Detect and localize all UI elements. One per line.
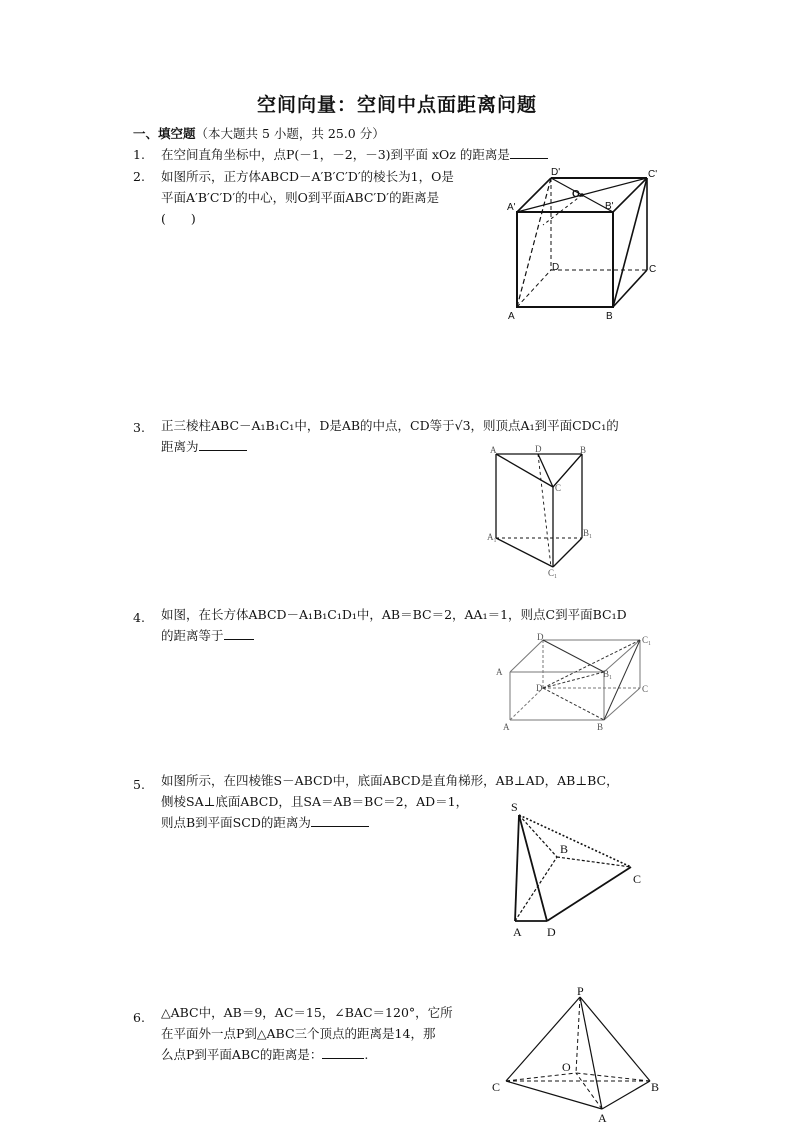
section-note: （本大题共 5 小题，共 25.0 分） (195, 126, 385, 141)
question-6-line-3: 么点P到平面ABC的距离是： (161, 1047, 323, 1062)
section-heading (133, 124, 385, 142)
label-B1: B₁ (583, 528, 593, 538)
label-A1: A₁ (487, 532, 497, 542)
answer-blank[interactable] (224, 626, 254, 640)
label-A: A (503, 722, 510, 732)
answer-blank[interactable] (311, 813, 369, 827)
section-heading-label: 一、填空题 (133, 126, 196, 141)
label-D: D (536, 683, 543, 693)
label-D-prime: D' (551, 167, 561, 178)
question-3-line-1: 正三棱柱ABC－A₁B₁C₁中，D是AB的中点，CD等于√3，则顶点A₁到平面CDC₁的 (161, 418, 619, 433)
label-C1: C₁ (548, 568, 558, 578)
question-1-number: 1. (133, 147, 145, 162)
label-O: O (572, 189, 580, 200)
figure-pyramid-pabc (488, 985, 668, 1123)
question-4-line-2: 的距离等于 (161, 628, 224, 643)
question-6-line-2: 在平面外一点P到△ABC三个顶点的距离是14，那 (161, 1026, 436, 1041)
question-5-line-1: 如图所示，在四棱锥S－ABCD中，底面ABCD是直角梯形，AB⊥AD，AB⊥BC， (161, 773, 619, 788)
cube-front-face (517, 212, 613, 307)
answer-blank[interactable] (322, 1045, 364, 1059)
label-C: C (555, 483, 562, 493)
question-2-line-1: 如图所示，正方体ABCD－A′B′C′D′的棱长为1，O是 (161, 169, 454, 184)
question-1-text (161, 144, 548, 165)
question-3-line-2: 距离为 (161, 439, 199, 454)
question-4-line-1: 如图，在长方体ABCD－A₁B₁C₁D₁中，AB＝BC＝2，AA₁＝1，则点C到平面BC₁D (161, 607, 627, 622)
label-A: A (598, 1111, 607, 1123)
label-C1: C₁ (642, 635, 652, 645)
label-A: A (508, 311, 515, 322)
question-5-line-2: 侧棱SA⊥底面ABCD，且SA＝AB＝BC＝2，AD＝1， (161, 794, 469, 809)
page-title: 空间向量：空间中点面距离问题 (256, 94, 537, 116)
label-A: A (513, 925, 522, 939)
answer-blank[interactable] (199, 437, 247, 451)
figure-triangular-prism (486, 443, 596, 578)
question-5-number: 5. (133, 777, 145, 792)
question-2-line-3: ( ) (161, 211, 196, 226)
question-6-text: △ABC中，AB＝9，AC＝15，∠BAC＝120°，它所 在平面外一点P到△ABC三个顶点的距离是14，那 么点P到平面ABC的距离是： . (161, 1002, 453, 1065)
label-C-prime: C' (648, 169, 658, 180)
answer-blank[interactable] (510, 145, 548, 159)
question-4-number: 4. (133, 610, 145, 625)
label-B1: B₁ (603, 669, 613, 679)
label-S: S (511, 800, 518, 814)
label-B: B (651, 1080, 660, 1094)
label-D: D (552, 262, 560, 273)
label-B: B (560, 842, 569, 856)
label-A-prime: A' (507, 202, 516, 213)
label-A: A (490, 445, 497, 455)
label-D: D (535, 444, 542, 454)
figure-pyramid-scd (505, 795, 655, 943)
figure-cuboid (493, 632, 658, 732)
label-P: P (577, 985, 584, 998)
question-2-text (161, 166, 454, 229)
question-2-line-2: 平面A′B′C′D′的中心，则O到平面ABC′D′的距离是 (161, 190, 440, 205)
question-6-number: 6. (133, 1010, 145, 1025)
question-3-number: 3. (133, 420, 145, 435)
label-A1: A (496, 667, 503, 677)
label-D1: D (537, 632, 544, 642)
figure-cube (505, 162, 665, 322)
label-D: D (547, 925, 556, 939)
question-6-line-1: △ABC中，AB＝9，AC＝15，∠BAC＝120°，它所 (161, 1005, 453, 1020)
label-C: C (633, 872, 642, 886)
label-B: B (606, 311, 613, 322)
label-C: C (492, 1080, 501, 1094)
label-O: O (562, 1060, 571, 1074)
question-1-line-1: 在空间直角坐标中，点P(－1，－2，－3)到平面 xOz 的距离是 (161, 147, 510, 162)
label-B-prime: B' (605, 201, 614, 212)
label-B: B (597, 722, 604, 732)
question-2-number: 2. (133, 169, 145, 184)
label-C: C (649, 264, 657, 275)
question-5-line-3: 则点B到平面SCD的距离为 (161, 815, 311, 830)
label-B: B (580, 445, 587, 455)
label-C: C (642, 684, 649, 694)
